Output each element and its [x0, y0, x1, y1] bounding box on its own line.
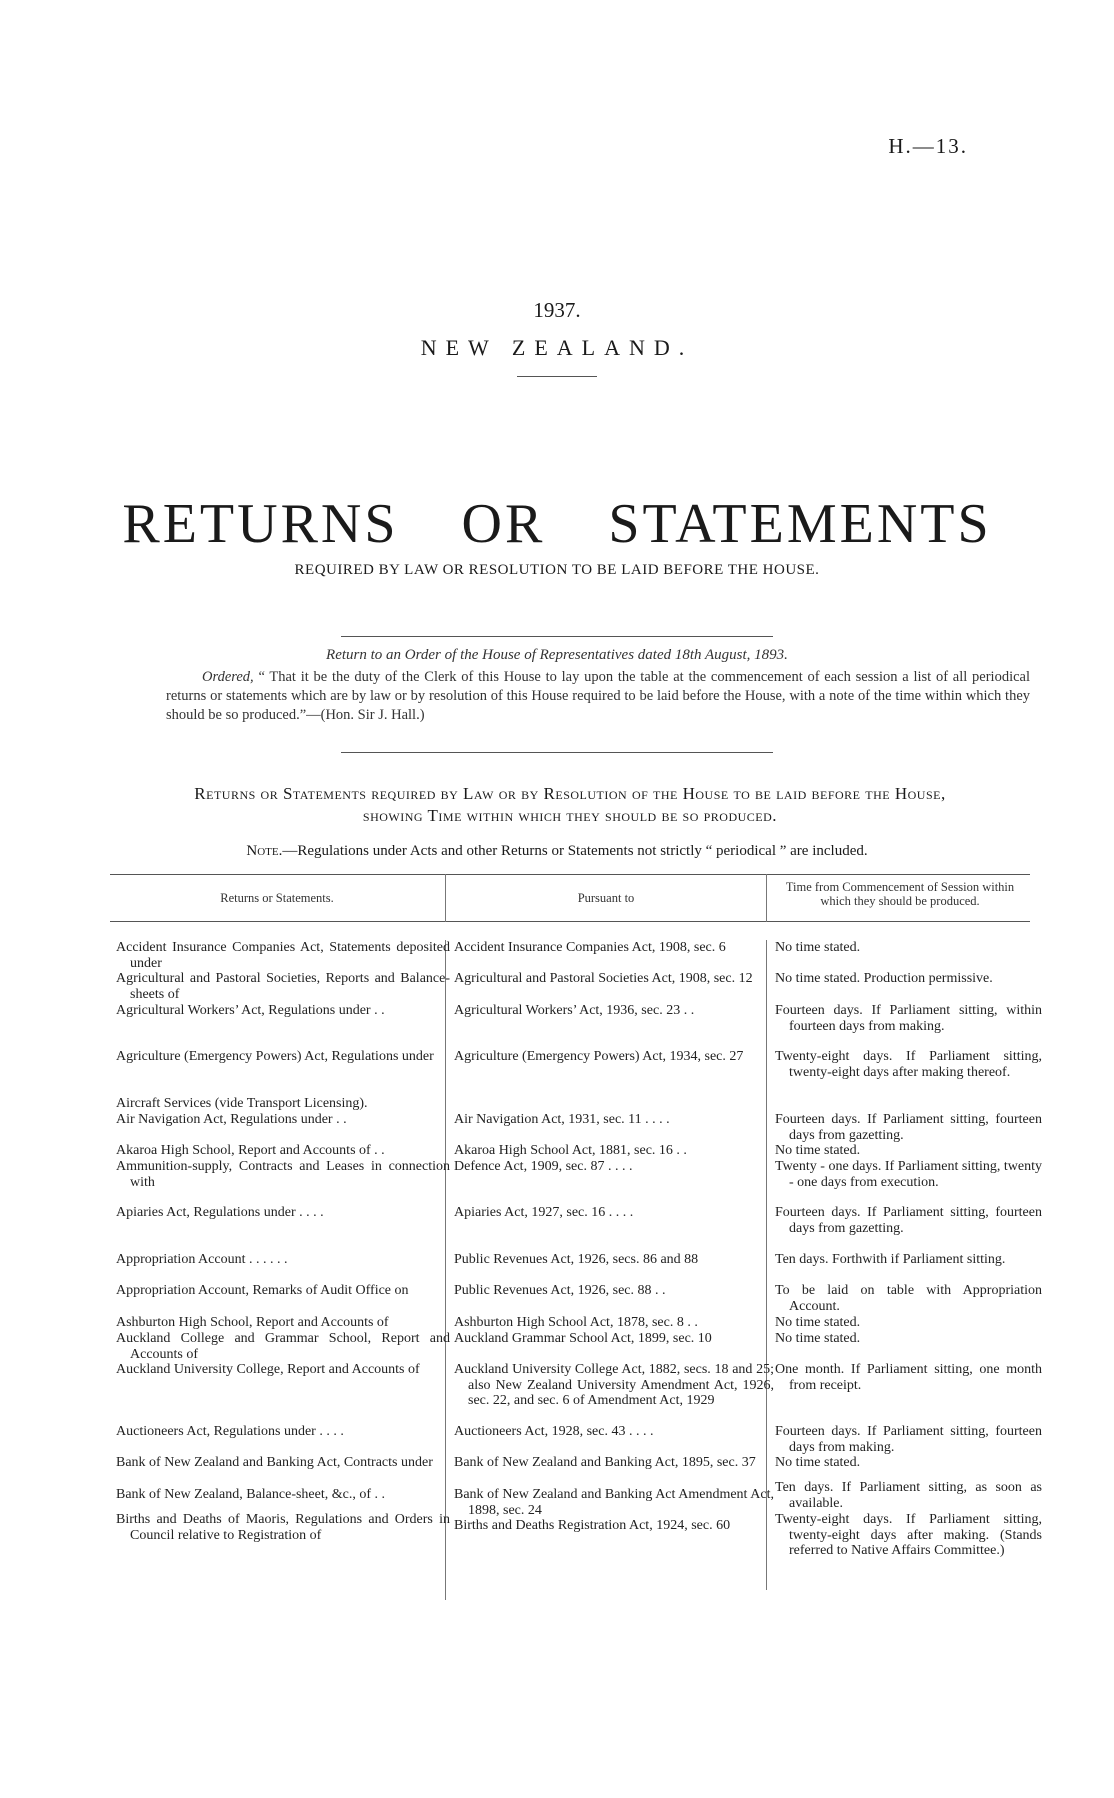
time-entry: Fourteen days. If Parliament sitting, fourteen days from gazetting. [775, 1205, 1042, 1236]
time-entry: No time stated. [775, 1143, 861, 1158]
return-entry: Accident Insurance Companies Act, Statements deposited under [116, 940, 450, 971]
column-divider [766, 874, 767, 922]
return-entry: Auckland University College, Report and Accounts of [116, 1362, 420, 1377]
return-entry: Ammunition-supply, Contracts and Leases in connection with [116, 1159, 450, 1190]
column-header-pursuant: Pursuant to [577, 891, 635, 905]
column-header-returns: Returns or Statements. [220, 891, 334, 905]
note-text: —Regulations under Acts and other Returns or Statements not strictly “ periodical ” are included. [282, 843, 868, 859]
return-entry: Agricultural and Pastoral Societies, Reports and Balance-sheets of [116, 971, 450, 1002]
pursuant-entry: Apiaries Act, 1927, sec. 16 . . . . [454, 1205, 634, 1220]
time-entry: Fourteen days. If Parliament sitting, fourteen days from making. [775, 1424, 1042, 1455]
return-entry: Agricultural Workers’ Act, Regulations under . . [116, 1003, 385, 1018]
pursuant-entry: Agricultural Workers’ Act, 1936, sec. 23 . . [454, 1003, 695, 1018]
pursuant-entry: Agricultural and Pastoral Societies Act, 1908, sec. 12 [454, 971, 753, 986]
pursuant-entry: Air Navigation Act, 1931, sec. 11 . . . . [454, 1112, 670, 1127]
time-entry: No time stated. [775, 1331, 861, 1346]
time-entry: Twenty-eight days. If Parliament sitting, twenty-eight days after making. (Stands referred to Native Affairs Committee.) [775, 1512, 1042, 1558]
return-entry: Apiaries Act, Regulations under . . . . [116, 1205, 324, 1220]
ordered-text: “ That it be the duty of the Clerk of this House to lay upon the table at the commencement of each session a list of all periodical returns or statements which are by law or by resolution of this House required to be laid before the House, with a note of the time within which they should be so produced.”—(Hon. Sir J. Hall.) [166, 669, 1031, 723]
pursuant-entry: Bank of New Zealand and Banking Act, 1895, sec. 37 [454, 1455, 756, 1470]
pursuant-entry: Akaroa High School Act, 1881, sec. 16 . . [454, 1143, 687, 1158]
return-entry: Births and Deaths of Maoris, Regulations and Orders in Council relative to Registration of [116, 1512, 450, 1543]
country-name: NEW ZEALAND. [420, 335, 694, 360]
pursuant-entry: Defence Act, 1909, sec. 87 . . . . [454, 1159, 633, 1174]
pursuant-entry: Auckland University College Act, 1882, secs. 18 and 25; also New Zealand University Amendment Act, 1926, sec. 22, and sec. 6 of Amendment Act, 1929 [454, 1362, 774, 1408]
return-entry: Appropriation Account . . . . . . [116, 1252, 288, 1267]
return-entry: Air Navigation Act, Regulations under . . [116, 1112, 347, 1127]
table-top-rule [110, 874, 1030, 875]
note-label: Note. [246, 843, 283, 859]
divider [341, 752, 773, 753]
time-entry: No time stated. [775, 1315, 861, 1330]
time-entry: Fourteen days. If Parliament sitting, within fourteen days from making. [775, 1003, 1042, 1034]
time-entry: To be laid on table with Appropriation Account. [775, 1283, 1042, 1314]
time-entry: No time stated. Production permissive. [775, 971, 993, 986]
return-entry: Agriculture (Emergency Powers) Act, Regulations under [116, 1049, 434, 1064]
pursuant-entry: Public Revenues Act, 1926, sec. 88 . . [454, 1283, 666, 1298]
pursuant-entry: Auctioneers Act, 1928, sec. 43 . . . . [454, 1424, 654, 1439]
page-reference: H.—13. [888, 134, 968, 158]
return-entry: Auckland College and Grammar School, Report and Accounts of [116, 1331, 450, 1362]
return-order-line: Return to an Order of the House of Representatives dated 18th August, 1893. [326, 647, 788, 663]
divider [341, 636, 773, 637]
return-entry: Bank of New Zealand, Balance-sheet, &c., of . . [116, 1487, 386, 1502]
column-divider [445, 874, 446, 922]
time-entry: Twenty - one days. If Parliament sitting, twenty - one days from execution. [775, 1159, 1042, 1190]
divider [517, 376, 597, 377]
column-header-time: Time from Commencement of Session within which they should be produced. [785, 880, 1015, 908]
table-header-rule [110, 921, 1030, 922]
time-entry: No time stated. [775, 940, 861, 955]
time-entry: Fourteen days. If Parliament sitting, fourteen days from gazetting. [775, 1112, 1042, 1143]
return-entry: Appropriation Account, Remarks of Audit Office on [116, 1283, 409, 1298]
pursuant-entry: Births and Deaths Registration Act, 1924, sec. 60 [454, 1518, 731, 1533]
time-entry: Ten days. Forthwith if Parliament sitting. [775, 1252, 1006, 1267]
ordered-label: Ordered, [202, 669, 254, 685]
pursuant-entry: Bank of New Zealand and Banking Act Amendment Act, 1898, sec. 24 [454, 1487, 774, 1518]
page-title: RETURNS OR STATEMENTS [122, 493, 992, 555]
ordered-paragraph [166, 668, 1030, 725]
time-entry: No time stated. [775, 1455, 861, 1470]
note-line [0, 843, 1114, 860]
section-heading-line-2: showing Time within which they should be so produced. [362, 806, 778, 825]
pursuant-entry: Public Revenues Act, 1926, secs. 86 and 88 [454, 1252, 699, 1267]
document-year: 1937. [533, 298, 581, 322]
time-entry: Ten days. If Parliament sitting, as soon as available. [775, 1480, 1042, 1511]
return-entry: Akaroa High School, Report and Accounts of . . [116, 1143, 385, 1158]
pursuant-entry: Ashburton High School Act, 1878, sec. 8 . . [454, 1315, 698, 1330]
page-subtitle: REQUIRED BY LAW OR RESOLUTION TO BE LAID BEFORE THE HOUSE. [294, 562, 820, 578]
return-entry: Auctioneers Act, Regulations under . . . . [116, 1424, 344, 1439]
return-entry: Ashburton High School, Report and Accounts of [116, 1315, 389, 1330]
return-entry: Aircraft Services (vide Transport Licensing). [116, 1096, 368, 1111]
section-heading-line-1: Returns or Statements required by Law or by Resolution of the House to be laid before the House, [194, 784, 946, 803]
time-entry: One month. If Parliament sitting, one month from receipt. [775, 1362, 1042, 1393]
pursuant-entry: Auckland Grammar School Act, 1899, sec. 10 [454, 1331, 712, 1346]
pursuant-entry: Agriculture (Emergency Powers) Act, 1934, sec. 27 [454, 1049, 744, 1064]
time-entry: Twenty-eight days. If Parliament sitting, twenty-eight days after making thereof. [775, 1049, 1042, 1080]
section-heading [110, 783, 1030, 827]
pursuant-entry: Accident Insurance Companies Act, 1908, sec. 6 [454, 940, 726, 955]
return-entry: Bank of New Zealand and Banking Act, Contracts under [116, 1455, 433, 1470]
